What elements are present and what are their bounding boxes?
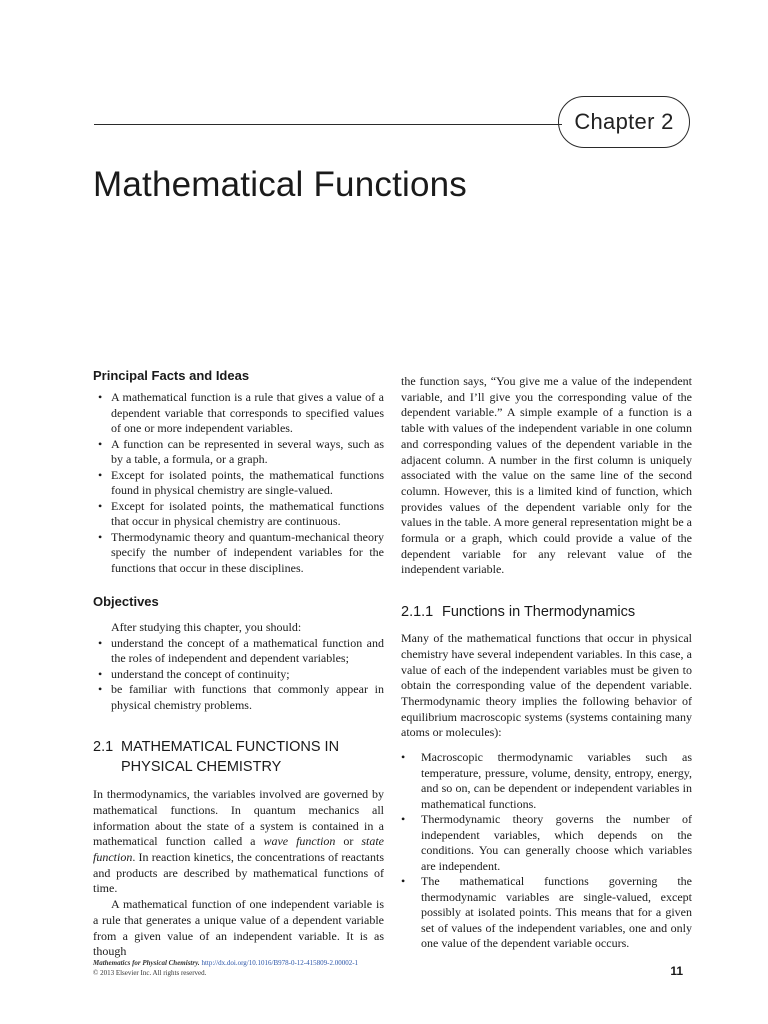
book-title: Mathematics for Physical Chemistry. <box>93 959 200 967</box>
section-2-1-heading <box>93 737 384 777</box>
section-2-1-paragraph-3: the function says, “You give me a value of the independent variable, and I’ll give you the corresponding value of the dependent variable.” A simple example of a function is a table with values of the independent variable in one column and corresponding values of the dependent variable in the adjacent column. A number in the first column is uniquely associated with the value on the same line of the second column. However, this is a limited kind of function, which provides values of the dependent variable only for the values in the table. A more general representation might be a formula or a graph, which could provide a value of the dependent variable for any relevant value of the independent variable. <box>401 374 692 577</box>
principal-facts-list <box>93 390 384 576</box>
thermo-item: • The mathematical functions governing the thermodynamic variables are single-valued, except possibly at isolated points. This means that for a given set of values of the independent variables, one and only one value of the dependent variable occurs. <box>401 874 692 952</box>
section-2-1-paragraph-2: A mathematical function of one independent variable is a rule that generates a unique value of a dependent variable from a given value of an independent variable. It is as though <box>93 897 384 959</box>
thermo-list <box>401 750 692 952</box>
objectives-list <box>93 636 384 714</box>
left-column <box>93 368 384 960</box>
section-2-1-1-intro: Many of the mathematical functions that occur in physical chemistry have several independent variables. In this case, a value of each of the independent variables must be given to obtain the corresponding value of the dependent variable. Thermodynamic theory implies the following behavior of equilibrium macroscopic systems (systems containing many atoms or molecules): <box>401 631 692 740</box>
principal-fact-item: • A mathematical function is a rule that gives a value of a dependent variable that corresponds to specified values of one or more independent variables. <box>93 390 384 437</box>
copyright: © 2013 Elsevier Inc. All rights reserved. <box>93 969 207 977</box>
objective-item: • understand the concept of continuity; <box>93 667 384 683</box>
objectives-heading: Objectives <box>93 594 159 609</box>
chapter-title: Mathematical Functions <box>93 165 468 204</box>
right-column <box>401 374 692 952</box>
state-function-term: state function <box>93 834 384 865</box>
paragraph-text: . In reaction kinetics, the concentrations of reactants and products are described by mathematical functions of time. <box>93 850 384 896</box>
objective-item: • understand the concept of a mathematical function and the roles of independent and dependent variables; <box>93 636 384 667</box>
section-number: 2.1 <box>93 739 114 756</box>
section-title-line2: PHYSICAL CHEMISTRY <box>121 759 282 776</box>
thermo-item: • Macroscopic thermodynamic variables such as temperature, pressure, volume, density, entropy, energy, and so on, can be dependent or independent variables in mathematical functions. <box>401 750 692 812</box>
principal-fact-item: • Except for isolated points, the mathematical functions found in physical chemistry are single-valued. <box>93 468 384 499</box>
principal-fact-item: • Except for isolated points, the mathematical functions that occur in physical chemistry are continuous. <box>93 499 384 530</box>
footer-citation <box>93 958 358 978</box>
wave-function-term: wave function <box>263 834 336 849</box>
section-2-1-paragraph-1 <box>93 787 384 897</box>
page-number: 11 <box>670 964 683 978</box>
objectives-intro: After studying this chapter, you should: <box>111 620 302 634</box>
doi-link[interactable]: http://dx.doi.org/10.1016/B978-0-12-415809-2.00002-1 <box>201 959 359 967</box>
paragraph-text: or <box>335 834 362 849</box>
principal-fact-item: • A function can be represented in several ways, such as by a table, a formula, or a graph. <box>93 437 384 468</box>
chapter-label <box>558 96 690 148</box>
principal-fact-item: • Thermodynamic theory and quantum-mechanical theory specify the number of independent variables for the functions that occur in these disciplines. <box>93 530 384 577</box>
section-title-line1: MATHEMATICAL FUNCTIONS IN <box>121 739 340 756</box>
header-rule <box>94 124 562 125</box>
thermo-item: • Thermodynamic theory governs the number of independent variables, which depends on the conditions. You can generally choose which variables are independent. <box>401 812 692 874</box>
subsection-number: 2.1.1 <box>401 604 434 621</box>
objective-item: • be familiar with functions that commonly appear in physical chemistry problems. <box>93 682 384 713</box>
principal-facts-heading: Principal Facts and Ideas <box>93 368 250 383</box>
section-2-1-1-heading <box>401 602 692 622</box>
chapter-label-text: Chapter 2 <box>574 109 674 134</box>
subsection-title: Functions in Thermodynamics <box>442 604 636 621</box>
paragraph-text: In thermodynamics, the variables involved are governed by mathematical functions. In quantum mechanics all information about the state of a system is contained in a mathematical function called a <box>93 787 384 849</box>
